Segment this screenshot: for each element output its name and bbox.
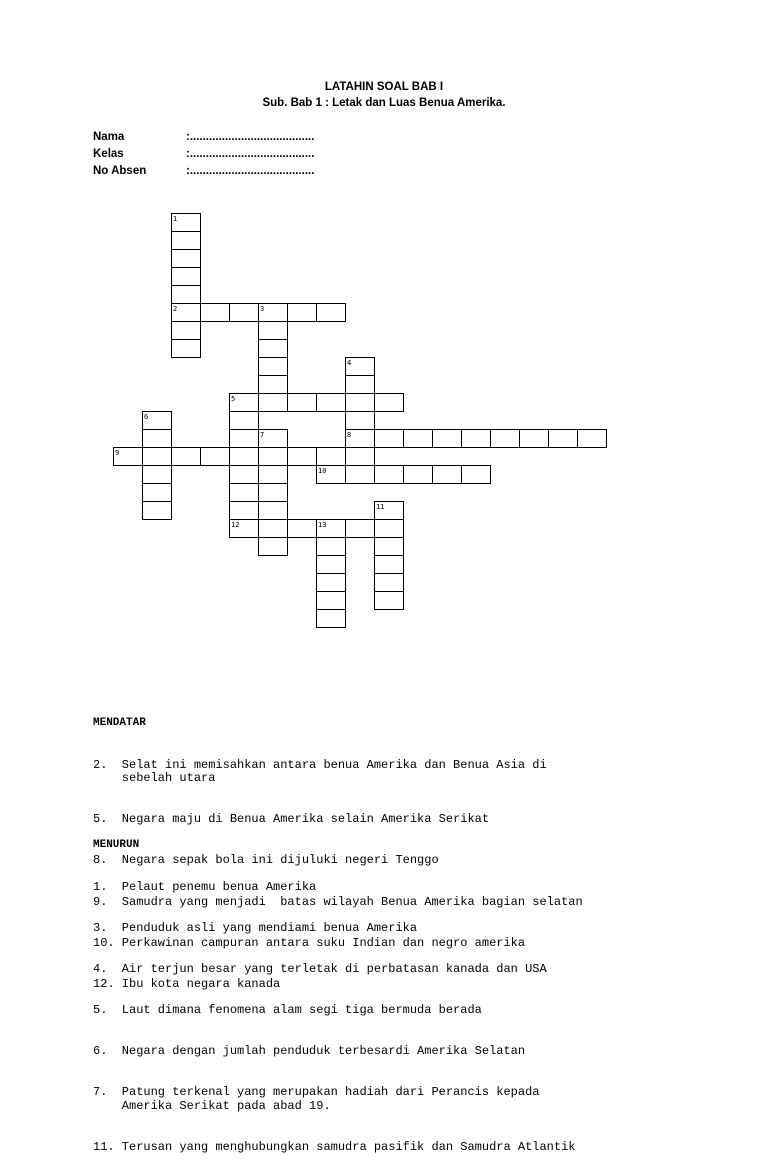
crossword-cell[interactable] [317,556,346,574]
crossword-cell[interactable] [288,304,317,322]
clue-across-10: 10. Perkawinan campuran antara suku Indian dan negro amerika [93,935,526,950]
clue-down-11: 11. Terusan yang menghubungkan samudra pasifik dan Samudra Atlantik [93,1139,576,1154]
crossword-cell[interactable] [230,484,259,502]
crossword-cell[interactable] [143,448,172,466]
crossword-cell[interactable] [462,466,491,484]
crossword-cell[interactable] [259,502,288,520]
menurun-section [93,812,575,1168]
crossword-cell[interactable] [404,430,433,448]
crossword-cell[interactable] [230,448,259,466]
clue-across-9: 9. Samudra yang menjadi batas wilayah Benua Amerika bagian selatan [93,894,583,909]
crossword-clue-number: 5 [231,395,236,403]
crossword-clue-number: 8 [347,431,352,439]
crossword-cell[interactable] [259,322,288,340]
crossword-cell[interactable] [317,304,346,322]
clue-across-5: 5. Negara maju di Benua Amerika selain Amerika Serikat [93,812,490,827]
crossword-cell[interactable] [433,430,462,448]
absen-label: No Absen [93,165,147,177]
absen-blank[interactable]: :....................................... [186,165,315,177]
crossword-cell[interactable] [491,430,520,448]
crossword-cell[interactable] [346,448,375,466]
crossword-cell[interactable] [172,286,201,304]
name-label: Nama [93,131,125,143]
crossword-cell[interactable] [201,448,230,466]
name-blank[interactable]: :....................................... [186,131,315,143]
clue-down-5: 5. Laut dimana fenomena alam segi tiga bermuda berada [93,1002,482,1017]
crossword-cell[interactable] [172,268,201,286]
class-blank[interactable]: :....................................... [186,148,315,160]
crossword-cell[interactable] [259,448,288,466]
crossword-clue-number: 11 [376,503,385,511]
crossword-cell[interactable] [346,466,375,484]
crossword-cell[interactable] [259,394,288,412]
crossword-clue-number: 7 [260,431,265,439]
clue-down-6: 6. Negara dengan jumlah penduduk terbesardi Amerika Selatan [93,1043,526,1058]
crossword-cell[interactable] [143,466,172,484]
crossword-clue-number: 6 [144,413,149,421]
crossword-cell[interactable] [172,322,201,340]
menurun-heading: MENURUN [93,839,140,852]
crossword-cell[interactable] [230,466,259,484]
crossword-cell[interactable] [259,484,288,502]
crossword-cell[interactable] [172,250,201,268]
crossword-clue-number: 9 [115,449,120,457]
crossword-cell[interactable] [143,484,172,502]
crossword-cell[interactable] [375,538,404,556]
crossword-cell[interactable] [549,430,578,448]
crossword-cell[interactable] [375,430,404,448]
crossword-cell[interactable] [172,340,201,358]
crossword-cell[interactable] [288,394,317,412]
clue-across-8: 8. Negara sepak bola ini dijuluki negeri Tenggo [93,853,439,868]
crossword-cell[interactable] [172,448,201,466]
clue-down-3: 3. Penduduk asli yang mendiami benua Amerika [93,920,418,935]
crossword-cell[interactable] [259,466,288,484]
crossword-cell[interactable] [375,394,404,412]
crossword-cell[interactable] [578,430,607,448]
crossword-cell[interactable] [375,556,404,574]
crossword-cell[interactable] [259,520,288,538]
crossword-cell[interactable] [317,394,346,412]
crossword-cell[interactable] [143,502,172,520]
crossword-clue-number: 3 [260,305,265,313]
crossword-clue-number: 2 [173,305,178,313]
crossword-cell[interactable] [230,412,259,430]
crossword-cell[interactable] [346,520,375,538]
crossword-cell[interactable] [317,448,346,466]
crossword-cell[interactable] [259,358,288,376]
crossword-cell[interactable] [346,412,375,430]
crossword-cell[interactable] [346,394,375,412]
crossword-cell[interactable] [259,538,288,556]
crossword-cell[interactable] [288,520,317,538]
crossword-cell[interactable] [172,232,201,250]
crossword-cell[interactable] [375,520,404,538]
crossword-cell[interactable] [317,538,346,556]
crossword-cell[interactable] [404,466,433,484]
crossword-cell[interactable] [317,574,346,592]
crossword-cell[interactable] [375,592,404,610]
crossword-clue-number: 10 [318,467,327,475]
crossword-cell[interactable] [230,502,259,520]
crossword-cell[interactable] [433,466,462,484]
page-title: LATAHIN SOAL BAB I [324,81,444,93]
crossword-clue-number: 13 [318,521,327,529]
class-label: Kelas [93,148,124,160]
clue-down-1: 1. Pelaut penemu benua Amerika [93,879,317,894]
crossword-cell[interactable] [317,610,346,628]
crossword-cell[interactable] [317,592,346,610]
crossword-clue-number: 12 [231,521,240,529]
crossword-cell[interactable] [375,574,404,592]
mendatar-heading: MENDATAR [93,717,146,730]
crossword-cell[interactable] [143,430,172,448]
crossword-cell[interactable] [230,430,259,448]
crossword-clue-number: 1 [173,215,178,223]
clue-across-12: 12. Ibu kota negara kanada [93,976,281,991]
crossword-cell[interactable] [259,376,288,394]
crossword-cell[interactable] [259,340,288,358]
crossword-clue-number: 4 [347,359,352,367]
crossword-cell[interactable] [520,430,549,448]
crossword-cell[interactable] [346,376,375,394]
page-subtitle: Sub. Bab 1 : Letak dan Luas Benua Amerika. [262,97,506,109]
clue-across-2: 2. Selat ini memisahkan antara benua Amerika dan Benua Asia di sebelah utara [93,757,547,786]
crossword-cell[interactable] [375,466,404,484]
clue-down-7: 7. Patung terkenal yang merupakan hadiah dari Perancis kepada Amerika Serikat pada abad 19. [93,1085,540,1113]
crossword-cell[interactable] [230,304,259,322]
crossword-cell[interactable] [288,448,317,466]
clue-down-4: 4. Air terjun besar yang terletak di perbatasan kanada dan USA [93,961,547,976]
crossword-cell[interactable] [462,430,491,448]
crossword-cell[interactable] [201,304,230,322]
